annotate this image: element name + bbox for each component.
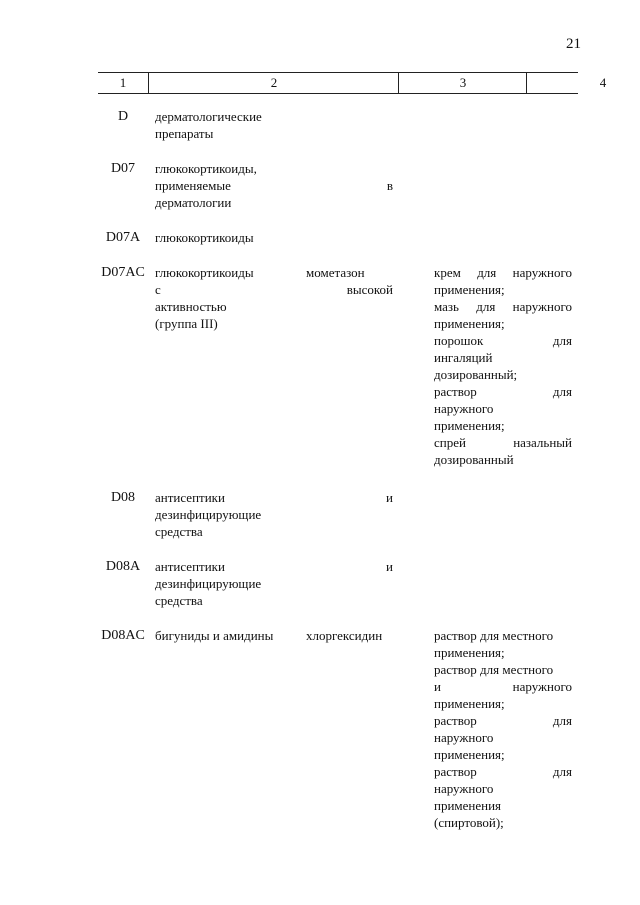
word: и <box>386 490 393 505</box>
word: для <box>477 265 497 280</box>
name-line: глюкокортикоиды, <box>155 161 257 176</box>
atc-code: D08AC <box>101 628 145 643</box>
form-line: наружного <box>434 401 494 416</box>
form-line <box>434 383 572 400</box>
form-line: применения <box>434 798 502 813</box>
name-line <box>155 177 393 194</box>
atc-code: D <box>117 109 129 124</box>
name-line: глюкокортикоиды <box>155 265 254 280</box>
name-line <box>155 489 393 506</box>
form-line: (спиртовой); <box>434 815 504 830</box>
form-line: раствор для местного <box>434 628 554 643</box>
form-line <box>434 434 572 451</box>
form-line <box>434 332 572 349</box>
group-name <box>155 558 393 609</box>
word: для <box>552 384 572 399</box>
word: и <box>434 679 441 694</box>
word: наружного <box>512 679 572 694</box>
header-col-1: 1 <box>119 75 127 90</box>
name-line: препараты <box>155 126 214 141</box>
name-line: дерматологические <box>155 109 262 124</box>
word: применяемые <box>155 178 231 193</box>
word: для <box>552 333 572 348</box>
atc-code: D07A <box>105 230 141 245</box>
header-col-4: 4 <box>526 73 640 93</box>
word: раствор <box>434 384 477 399</box>
form-line: применения; <box>434 696 505 711</box>
atc-code: D07 <box>110 161 136 176</box>
header-col-2: 2 <box>148 73 399 93</box>
inn-name: мометазон <box>306 265 365 280</box>
form-line <box>434 264 572 281</box>
name-line: глюкокортикоиды <box>155 230 254 245</box>
name-line: средства <box>155 524 203 539</box>
form-line: применения; <box>434 316 505 331</box>
group-name <box>155 160 393 211</box>
form-line <box>434 763 572 780</box>
page-number: 21 <box>566 36 581 52</box>
form-line <box>434 298 572 315</box>
form-line: применения; <box>434 282 505 297</box>
word: и <box>386 559 393 574</box>
form-line: применения; <box>434 645 505 660</box>
form-line: применения; <box>434 418 505 433</box>
dosage-forms <box>434 627 572 831</box>
word: спрей <box>434 435 466 450</box>
word: в <box>386 178 393 193</box>
inn-name: хлоргексидин <box>306 628 383 643</box>
header-col-3: 3 <box>398 73 527 93</box>
form-line <box>434 678 572 695</box>
word: раствор <box>434 764 477 779</box>
name-line <box>155 281 393 298</box>
form-line: дозированный <box>434 452 514 467</box>
table-header <box>98 72 607 94</box>
form-line <box>434 712 572 729</box>
dosage-forms <box>434 264 572 468</box>
group-name <box>155 229 393 246</box>
word: для <box>552 764 572 779</box>
name-line: дерматологии <box>155 195 232 210</box>
word: наружного <box>512 299 572 314</box>
form-line: раствор для местного <box>434 662 554 677</box>
word: для <box>552 713 572 728</box>
group-name <box>155 108 393 142</box>
form-line: наружного <box>434 730 494 745</box>
word: с <box>155 282 161 297</box>
word: антисептики <box>155 490 225 505</box>
name-line: дезинфицирующие <box>155 576 262 591</box>
word: мазь <box>434 299 459 314</box>
form-line: дозированный; <box>434 367 518 382</box>
name-line: активностью <box>155 299 227 314</box>
name-line: дезинфицирующие <box>155 507 262 522</box>
form-line: применения; <box>434 747 505 762</box>
name-line: (группа III) <box>155 316 218 331</box>
word: раствор <box>434 713 477 728</box>
form-line: ингаляций <box>434 350 493 365</box>
name-line: бигуниды и амидины <box>155 628 274 643</box>
group-name <box>155 489 393 540</box>
word: для <box>476 299 496 314</box>
word: высокой <box>346 282 393 297</box>
name-line <box>155 558 393 575</box>
word: наружного <box>512 265 572 280</box>
atc-code: D07AC <box>101 265 145 280</box>
word: назальный <box>513 435 572 450</box>
form-line: наружного <box>434 781 494 796</box>
word: порошок <box>434 333 484 348</box>
atc-code: D08A <box>105 559 141 574</box>
word: крем <box>434 265 461 280</box>
word: антисептики <box>155 559 225 574</box>
atc-code: D08 <box>110 490 136 505</box>
name-line: средства <box>155 593 203 608</box>
